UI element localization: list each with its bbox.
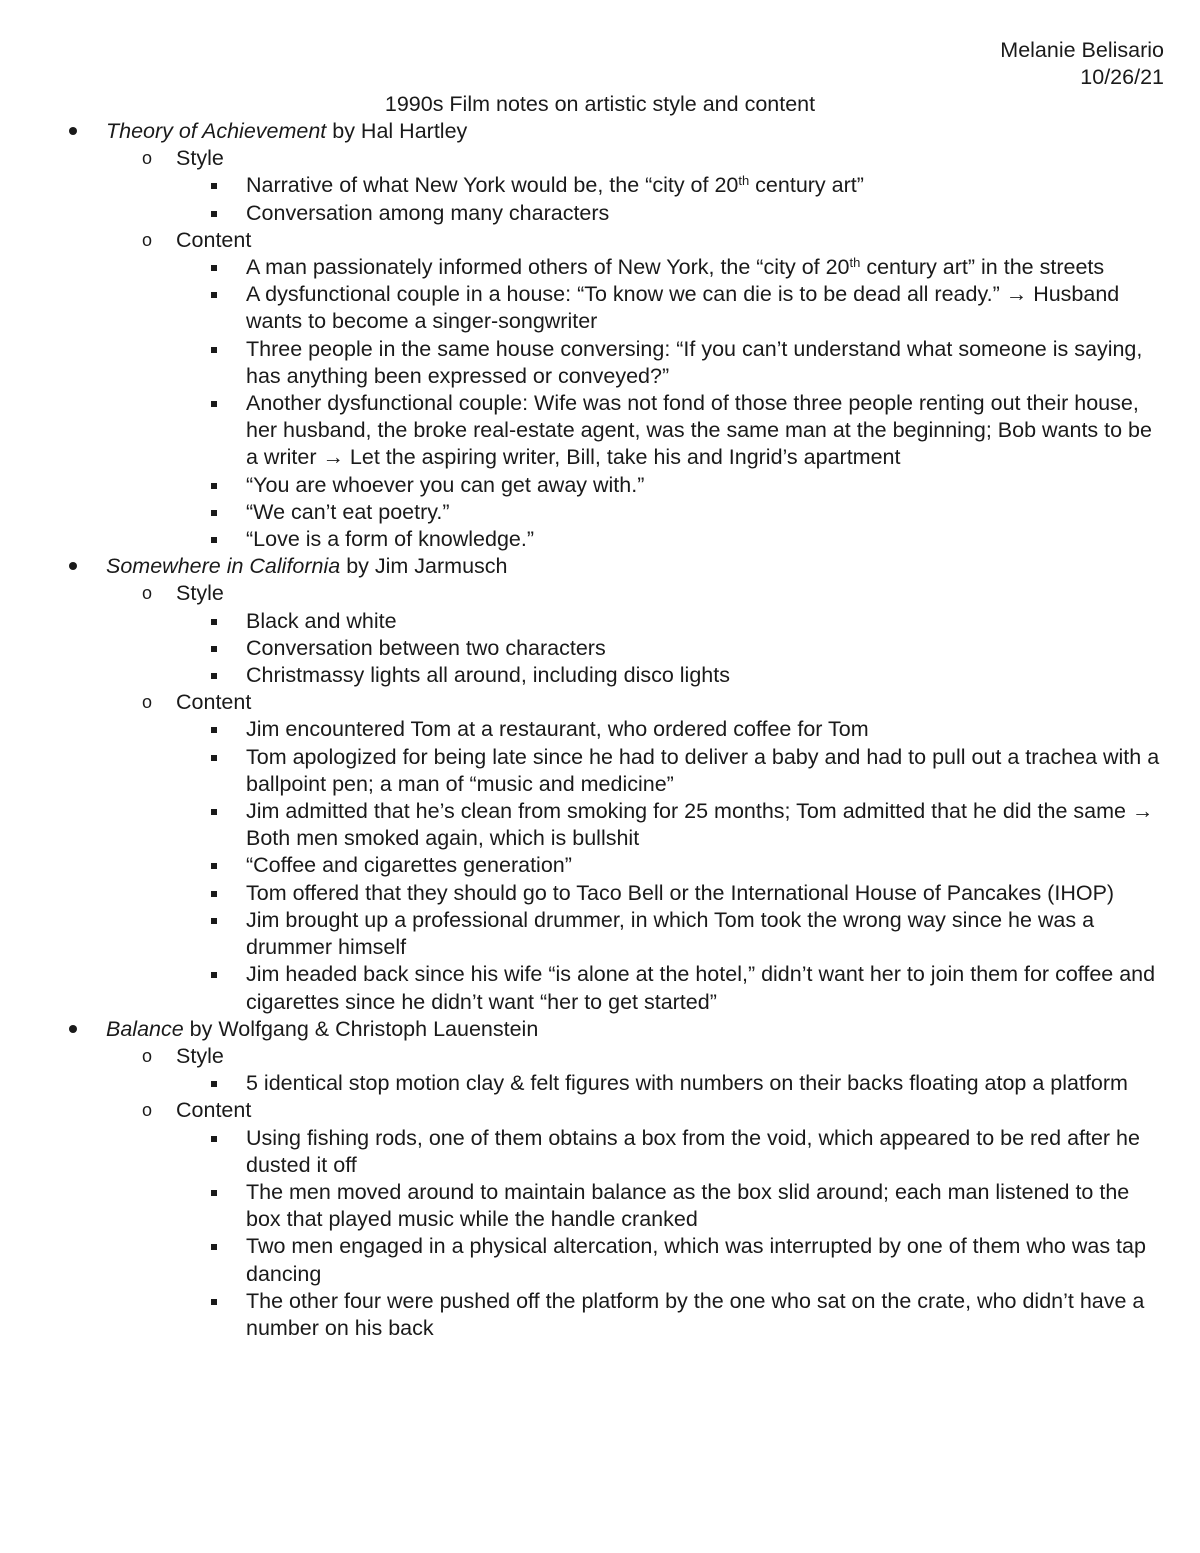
circle-bullet-icon: o bbox=[142, 583, 153, 604]
note-item bbox=[0, 254, 1200, 281]
section-label: Style bbox=[176, 146, 224, 171]
note-item bbox=[0, 200, 1200, 227]
note-text: “Coffee and cigarettes generation” bbox=[246, 853, 572, 878]
note-item bbox=[0, 798, 1200, 852]
note-text: Conversation between two characters bbox=[246, 635, 606, 660]
note-text: Jim brought up a professional drummer, in which Tom took the wrong way since he was a drummer himself bbox=[246, 907, 1095, 960]
note-text-cont: century art” in the streets bbox=[860, 255, 1105, 280]
note-item bbox=[0, 1125, 1200, 1179]
note-text: Two men engaged in a physical altercation, which was interrupted by one of them who was tap dancing bbox=[246, 1234, 1146, 1286]
note-item bbox=[0, 499, 1200, 526]
author-name: Melanie Belisario bbox=[1000, 38, 1164, 62]
section-heading bbox=[0, 1043, 1200, 1070]
note-text: A man passionately informed others of New York, the “city of 20 bbox=[246, 255, 850, 280]
document-date: 10/26/21 bbox=[1080, 65, 1164, 89]
film-title: Somewhere in California bbox=[106, 554, 341, 579]
film-entry bbox=[0, 553, 1200, 580]
note-text: Tom offered that they should go to Taco Bell or the International House of Pancakes (IHOP) bbox=[246, 880, 1115, 905]
note-text: Another dysfunctional couple: Wife was not fond of those three people renting out their house, her husband, the broke real-estate agent, was the same man at the beginning; Bob wants to be a writer → Let the aspiring writer, Bill, take his and Ingrid’s apartment bbox=[246, 391, 1152, 470]
note-text: “Love is a form of knowledge.” bbox=[246, 527, 534, 552]
note-item bbox=[0, 961, 1200, 1015]
note-text: A dysfunctional couple in a house: “To know we can die is to be dead all ready.” → Husband wants to become a singer-songwriter bbox=[246, 282, 1120, 334]
note-item bbox=[0, 281, 1200, 335]
note-item bbox=[0, 635, 1200, 662]
note-text: Three people in the same house conversing: “If you can’t understand what someone is saying, has anything been expressed or conveyed?” bbox=[246, 336, 1143, 388]
note-item bbox=[0, 526, 1200, 553]
note-item bbox=[0, 662, 1200, 689]
ordinal-suffix: th bbox=[738, 173, 750, 189]
note-text: “We can’t eat poetry.” bbox=[246, 499, 450, 524]
film-byline: by Hal Hartley bbox=[326, 119, 468, 143]
circle-bullet-icon: o bbox=[142, 1100, 153, 1121]
note-text: Narrative of what New York would be, the “city of 20 bbox=[246, 173, 739, 198]
note-text: Jim headed back since his wife “is alone at the hotel,” didn’t want her to join them for coffee and cigarettes since he didn’t want “her to get started” bbox=[246, 962, 1156, 1014]
note-text: The other four were pushed off the platform by the one who sat on the crate, who didn’t have a number on his back bbox=[246, 1288, 1145, 1340]
note-text: 5 identical stop motion clay & felt figures with numbers on their backs floating atop a platform bbox=[246, 1071, 1128, 1096]
note-text: Black and white bbox=[246, 608, 397, 633]
section-label: Content bbox=[176, 1098, 252, 1123]
film-entry bbox=[0, 1016, 1200, 1043]
note-item bbox=[0, 852, 1200, 879]
film-entry bbox=[0, 118, 1200, 145]
note-item bbox=[0, 1179, 1200, 1233]
note-text: Jim admitted that he’s clean from smoking for 25 months; Tom admitted that he did the same → Both men smoked again, which is bullshit bbox=[246, 799, 1154, 851]
section-heading bbox=[0, 689, 1200, 716]
note-text: Jim encountered Tom at a restaurant, who ordered coffee for Tom bbox=[246, 717, 869, 742]
section-heading bbox=[0, 227, 1200, 254]
note-item bbox=[0, 1070, 1200, 1097]
note-item bbox=[0, 608, 1200, 635]
note-item bbox=[0, 336, 1200, 390]
section-heading bbox=[0, 1097, 1200, 1124]
note-text: Using fishing rods, one of them obtains a box from the void, which appeared to be red after he dusted it off bbox=[246, 1125, 1140, 1177]
circle-bullet-icon: o bbox=[142, 229, 153, 250]
note-item bbox=[0, 172, 1200, 199]
note-item bbox=[0, 716, 1200, 743]
note-text: The men moved around to maintain balance as the box slid around; each man listened to the box that played music while the handle cranked bbox=[246, 1179, 1130, 1232]
note-item bbox=[0, 1288, 1200, 1342]
section-label: Style bbox=[176, 581, 224, 606]
film-title: Theory of Achievement bbox=[106, 119, 327, 143]
note-item bbox=[0, 880, 1200, 907]
circle-bullet-icon: o bbox=[142, 148, 153, 169]
film-byline: by Wolfgang & Christoph Lauenstein bbox=[183, 1016, 539, 1041]
note-text: “You are whoever you can get away with.” bbox=[246, 472, 645, 497]
note-item bbox=[0, 472, 1200, 499]
circle-bullet-icon: o bbox=[142, 692, 153, 713]
note-text: Tom apologized for being late since he had to deliver a baby and had to pull out a trachea with a ballpoint pen; a man of “music and medicine” bbox=[246, 744, 1160, 796]
note-item bbox=[0, 744, 1200, 798]
notes-outline bbox=[0, 118, 1200, 1342]
ordinal-suffix: th bbox=[849, 255, 861, 271]
note-item bbox=[0, 907, 1200, 961]
document-title: 1990s Film notes on artistic style and content bbox=[384, 92, 816, 116]
section-heading bbox=[0, 145, 1200, 172]
note-text: Christmassy lights all around, including disco lights bbox=[246, 663, 730, 688]
film-byline: by Jim Jarmusch bbox=[340, 554, 508, 579]
section-label: Content bbox=[176, 690, 252, 715]
note-item bbox=[0, 390, 1200, 472]
section-label: Content bbox=[176, 227, 252, 252]
circle-bullet-icon: o bbox=[142, 1045, 153, 1066]
section-label: Style bbox=[176, 1043, 224, 1068]
note-text-cont: century art” bbox=[749, 173, 864, 198]
note-item bbox=[0, 1233, 1200, 1287]
note-text: Conversation among many characters bbox=[246, 200, 610, 225]
film-title: Balance bbox=[106, 1016, 184, 1041]
section-heading bbox=[0, 580, 1200, 607]
